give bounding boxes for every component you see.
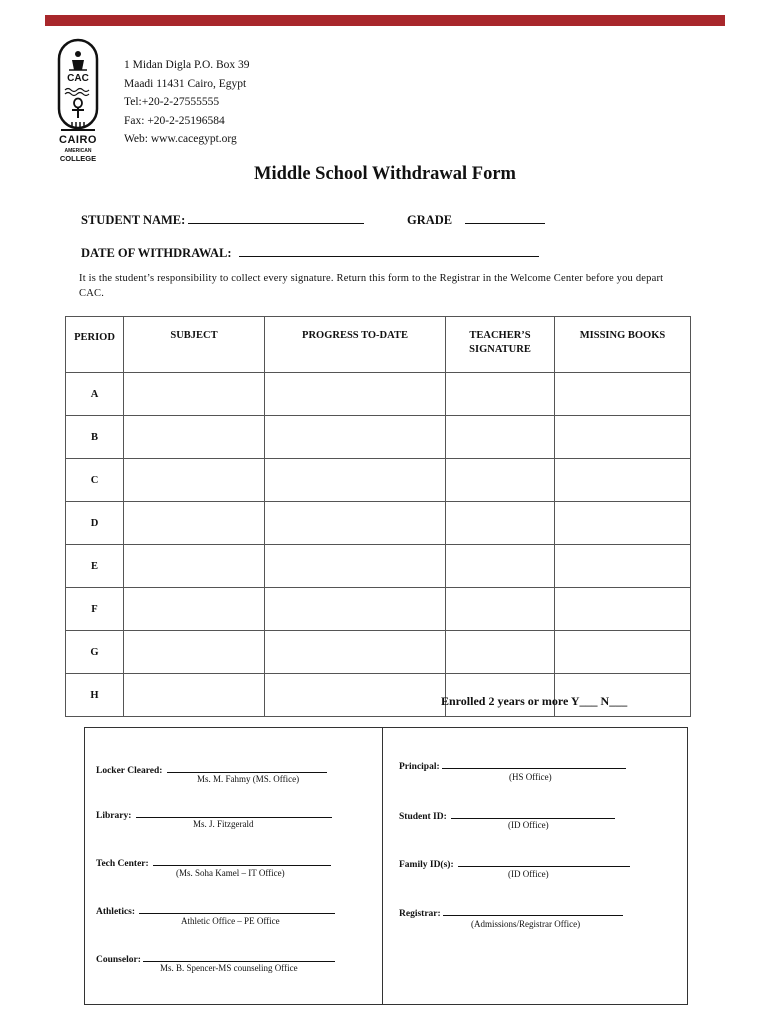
signature-cell[interactable] <box>446 545 555 588</box>
subject-cell[interactable] <box>124 674 265 717</box>
progress-cell[interactable] <box>265 545 446 588</box>
address-line: 1 Midan Digla P.O. Box 39 <box>124 59 250 71</box>
tech-center-sub: (Ms. Soha Kamel – IT Office) <box>176 868 285 878</box>
instructions: It is the student’s responsibility to collect every signature. Return this form to the Registrar in the Welcome Center before you depart CAC. <box>79 273 664 299</box>
withdrawal-date-label: DATE OF WITHDRAWAL: <box>81 246 232 260</box>
subject-cell[interactable] <box>124 416 265 459</box>
table-row <box>66 545 691 588</box>
logo-american-text: AMERICAN <box>64 148 92 154</box>
student-id-label: Student ID: <box>399 812 447 822</box>
table-row <box>66 631 691 674</box>
subject-cell[interactable] <box>124 502 265 545</box>
progress-cell[interactable] <box>265 459 446 502</box>
grade-field <box>407 212 545 228</box>
period-cell: F <box>66 588 124 631</box>
progress-cell[interactable] <box>265 416 446 459</box>
logo-college-text: COLLEGE <box>59 154 97 163</box>
table-row <box>66 459 691 502</box>
missing-books-cell[interactable] <box>555 545 691 588</box>
athletics-line[interactable] <box>139 904 335 914</box>
table-header-row <box>66 317 691 373</box>
progress-cell[interactable] <box>265 588 446 631</box>
table-row <box>66 416 691 459</box>
subject-cell[interactable] <box>124 588 265 631</box>
library-label: Library: <box>96 811 132 821</box>
clearance-divider <box>382 728 383 1004</box>
signature-cell[interactable] <box>446 588 555 631</box>
header-period: PERIOD <box>66 317 124 373</box>
registrar-sub: (Admissions/Registrar Office) <box>471 919 581 929</box>
phone-line: Tel:+20-2-27555555 <box>124 96 220 108</box>
registrar-line[interactable] <box>443 906 623 916</box>
family-id-line[interactable] <box>458 857 630 867</box>
header-teacher-signature: TEACHER’S SIGNATURE <box>446 317 555 373</box>
logo-cac-text: CAC <box>67 73 89 84</box>
subject-cell[interactable] <box>124 631 265 674</box>
counselor-label: Counselor: <box>96 955 141 965</box>
counselor-sub: Ms. B. Spencer-MS counseling Office <box>160 963 298 973</box>
library-sub: Ms. J. Fitzgerald <box>193 819 254 829</box>
principal-line[interactable] <box>442 759 626 769</box>
signature-cell[interactable] <box>446 502 555 545</box>
period-cell: A <box>66 373 124 416</box>
progress-cell[interactable] <box>265 674 446 717</box>
missing-books-cell[interactable] <box>555 631 691 674</box>
library-line[interactable] <box>136 808 332 818</box>
locker-cleared-line[interactable] <box>167 763 327 773</box>
cartouche-logo-icon <box>55 38 101 134</box>
student-name-field <box>81 212 364 228</box>
subject-cell[interactable] <box>124 373 265 416</box>
missing-books-cell[interactable] <box>555 588 691 631</box>
grade-line[interactable] <box>465 212 545 224</box>
header-missing-books: MISSING BOOKS <box>555 317 691 373</box>
student-id-line[interactable] <box>451 809 615 819</box>
subject-cell[interactable] <box>124 545 265 588</box>
tech-center-label: Tech Center: <box>96 859 149 869</box>
progress-cell[interactable] <box>265 373 446 416</box>
header-subject: SUBJECT <box>124 317 265 373</box>
table-row <box>66 373 691 416</box>
athletics-sub: Athletic Office – PE Office <box>181 916 280 926</box>
registrar-field <box>399 906 623 919</box>
missing-books-cell[interactable] <box>555 416 691 459</box>
web-line: Web: www.cacegypt.org <box>124 133 237 145</box>
withdrawal-date-line[interactable] <box>239 245 539 257</box>
family-id-label: Family ID(s): <box>399 860 454 870</box>
clearance-box <box>84 727 688 1005</box>
tech-center-line[interactable] <box>153 856 331 866</box>
period-cell: C <box>66 459 124 502</box>
grade-label: GRADE <box>407 213 453 227</box>
missing-books-cell[interactable] <box>555 459 691 502</box>
period-cell: D <box>66 502 124 545</box>
student-id-sub: (ID Office) <box>508 820 549 830</box>
principal-sub: (HS Office) <box>509 772 552 782</box>
family-id-sub: (ID Office) <box>508 869 549 879</box>
principal-label: Principal: <box>399 762 440 772</box>
table-row <box>66 588 691 631</box>
athletics-label: Athletics: <box>96 907 136 917</box>
subject-cell[interactable] <box>124 459 265 502</box>
locker-cleared-label: Locker Cleared: <box>96 766 163 776</box>
cac-logo <box>55 38 115 163</box>
fax-line: Fax: +20-2-25196584 <box>124 114 225 127</box>
period-cell: B <box>66 416 124 459</box>
counselor-line[interactable] <box>143 952 335 962</box>
period-cell: E <box>66 545 124 588</box>
signature-cell[interactable] <box>446 373 555 416</box>
withdrawal-table <box>65 316 691 717</box>
header-accent-bar <box>45 15 725 26</box>
missing-books-cell[interactable] <box>555 373 691 416</box>
signature-cell[interactable] <box>446 416 555 459</box>
period-cell: H <box>66 674 124 717</box>
locker-cleared-sub: Ms. M. Fahmy (MS. Office) <box>197 774 300 784</box>
signature-cell[interactable] <box>446 631 555 674</box>
student-name-line[interactable] <box>188 212 364 224</box>
progress-cell[interactable] <box>265 631 446 674</box>
period-cell: G <box>66 631 124 674</box>
header-progress: PROGRESS TO-DATE <box>265 317 446 373</box>
enrolled-question[interactable]: Enrolled 2 years or more Y___ N___ <box>441 694 628 708</box>
signature-cell[interactable] <box>446 459 555 502</box>
registrar-label: Registrar: <box>399 909 441 919</box>
principal-field <box>399 759 626 772</box>
form-title: Middle School Withdrawal Form <box>254 164 516 184</box>
table-row <box>66 502 691 545</box>
logo-cairo-text: CAIRO <box>59 134 97 146</box>
student-name-label: STUDENT NAME: <box>81 213 186 227</box>
withdrawal-date-field <box>81 245 539 261</box>
address-line: Maadi 11431 Cairo, Egypt <box>124 77 247 90</box>
address-block <box>124 56 250 149</box>
missing-books-cell[interactable] <box>555 502 691 545</box>
progress-cell[interactable] <box>265 502 446 545</box>
